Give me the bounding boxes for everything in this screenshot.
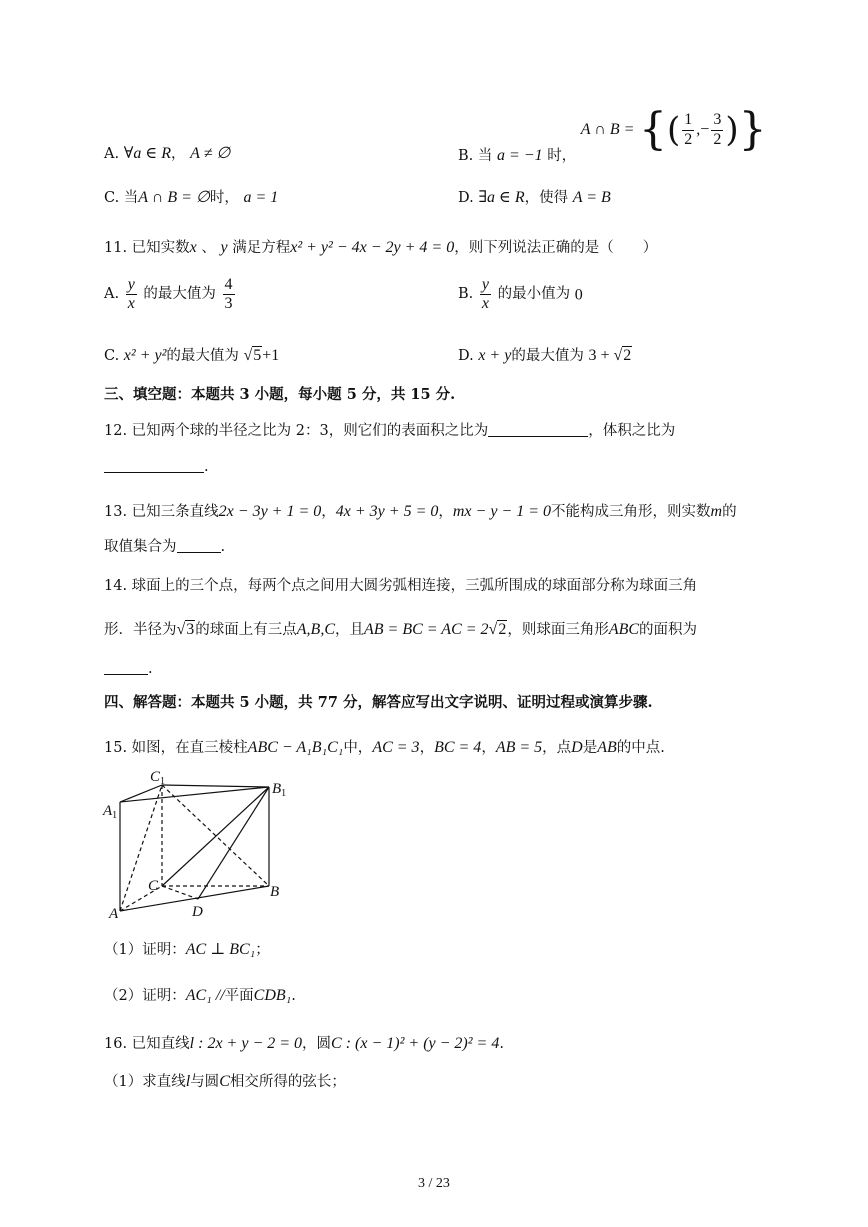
q12-line2: . <box>104 458 209 476</box>
label-d: D <box>192 904 203 920</box>
q12-blank-2[interactable] <box>104 458 204 473</box>
q14-line2: 形．半径为√3的球面上有三点A,B,C，且AB = BC = AC = 2√2，则球面三角形ABC的面积为 <box>104 621 698 638</box>
label-c: C <box>148 878 159 894</box>
q14-line1: 14. 球面上的三个点，每两个点之间用大圆劣弧相连接，三弧所围成的球面部分称为球面三角 <box>104 578 698 594</box>
prism-figure <box>96 765 296 925</box>
q10-option-b: B. 当 a = −1 时， A ∩ B = {( $\frac{1}{2}$ ,− $\frac{3}{2}$ )} <box>458 104 767 165</box>
q16-stem: 16. 已知直线l : 2x + y − 2 = 0，圆C : (x − 1)² + (y − 2)² = 4. <box>104 1035 504 1052</box>
label-c1: $C_1$ <box>150 769 166 787</box>
section-3-title: 三、填空题：本题共 3 小题，每小题 5 分，共 15 分. <box>104 386 456 403</box>
q10-a-math1: ∀a ∈ R <box>123 145 171 162</box>
q12-blank-1[interactable] <box>488 422 588 437</box>
q15-part1: （1）证明：AC ⊥ BC₁； <box>104 941 270 958</box>
label-b: B <box>270 884 280 900</box>
q11-stem: 11. 已知实数x 、 y 满足方程x² + y² − 4x − 2y + 4 = 0，则下列说法正确的是（ ） <box>104 239 658 256</box>
edge-a1b1 <box>120 787 269 802</box>
q10-option-d: D. ∃a ∈ R，使得 A = B <box>458 189 611 206</box>
label-a: A <box>109 906 119 922</box>
q14-blank[interactable] <box>104 660 148 675</box>
q13-blank[interactable] <box>177 538 221 553</box>
q11-option-b: B. $\frac{y}{x}$ 的最小值为 0 <box>458 276 583 313</box>
q12-line1: 12. 已知两个球的半径之比为 2：3，则它们的表面积之比为 ，体积之比为 <box>104 423 676 439</box>
segment-cd <box>162 886 198 899</box>
q11-option-a: A. $\frac{y}{x}$ 的最大值为 $\frac{4}{3}$ <box>104 276 233 313</box>
label-b1: $B_1$ <box>272 781 287 799</box>
q15-part2: （2）证明：AC₁ //平面CDB₁. <box>104 987 296 1004</box>
q10-option-a: A. ∀a ∈ R， A ≠ ∅ <box>104 145 231 162</box>
q16-part1: （1）求直线l与圆C相交所得的弦长； <box>104 1073 346 1090</box>
page-number: 3 / 23 <box>418 1176 450 1191</box>
q13-line1: 13. 已知三条直线2x − 3y + 1 = 0，4x + 3y + 5 = 0，mx − y − 1 = 0不能构成三角形，则实数m的 <box>104 503 737 520</box>
label-a1: $A_1$ <box>103 803 118 821</box>
q11-option-d: D. x + y的最大值为 3 + √2 <box>458 347 632 364</box>
q10-b-set: A ∩ B = {( $\frac{1}{2}$ ,− $\frac{3}{2}$ )} <box>580 104 767 155</box>
q15-stem: 15. 如图，在直三棱柱ABC − A₁B₁C₁中，AC = 3，BC = 4，AB = 5，点D是AB的中点. <box>104 739 665 756</box>
q10-option-c: C. 当A ∩ B = ∅时， a = 1 <box>104 189 279 206</box>
edge-c1b1 <box>162 785 269 787</box>
q10-a-math2: A ≠ ∅ <box>190 145 231 162</box>
q11-option-c: C. x² + y²的最大值为 √5+1 <box>104 347 280 364</box>
section-4-title: 四、解答题：本题共 5 小题，共 77 分，解答应写出文字说明、证明过程或演算步骤. <box>104 694 653 711</box>
q14-line3: . <box>104 660 153 678</box>
q13-line2: 取值集合为 . <box>104 539 226 555</box>
